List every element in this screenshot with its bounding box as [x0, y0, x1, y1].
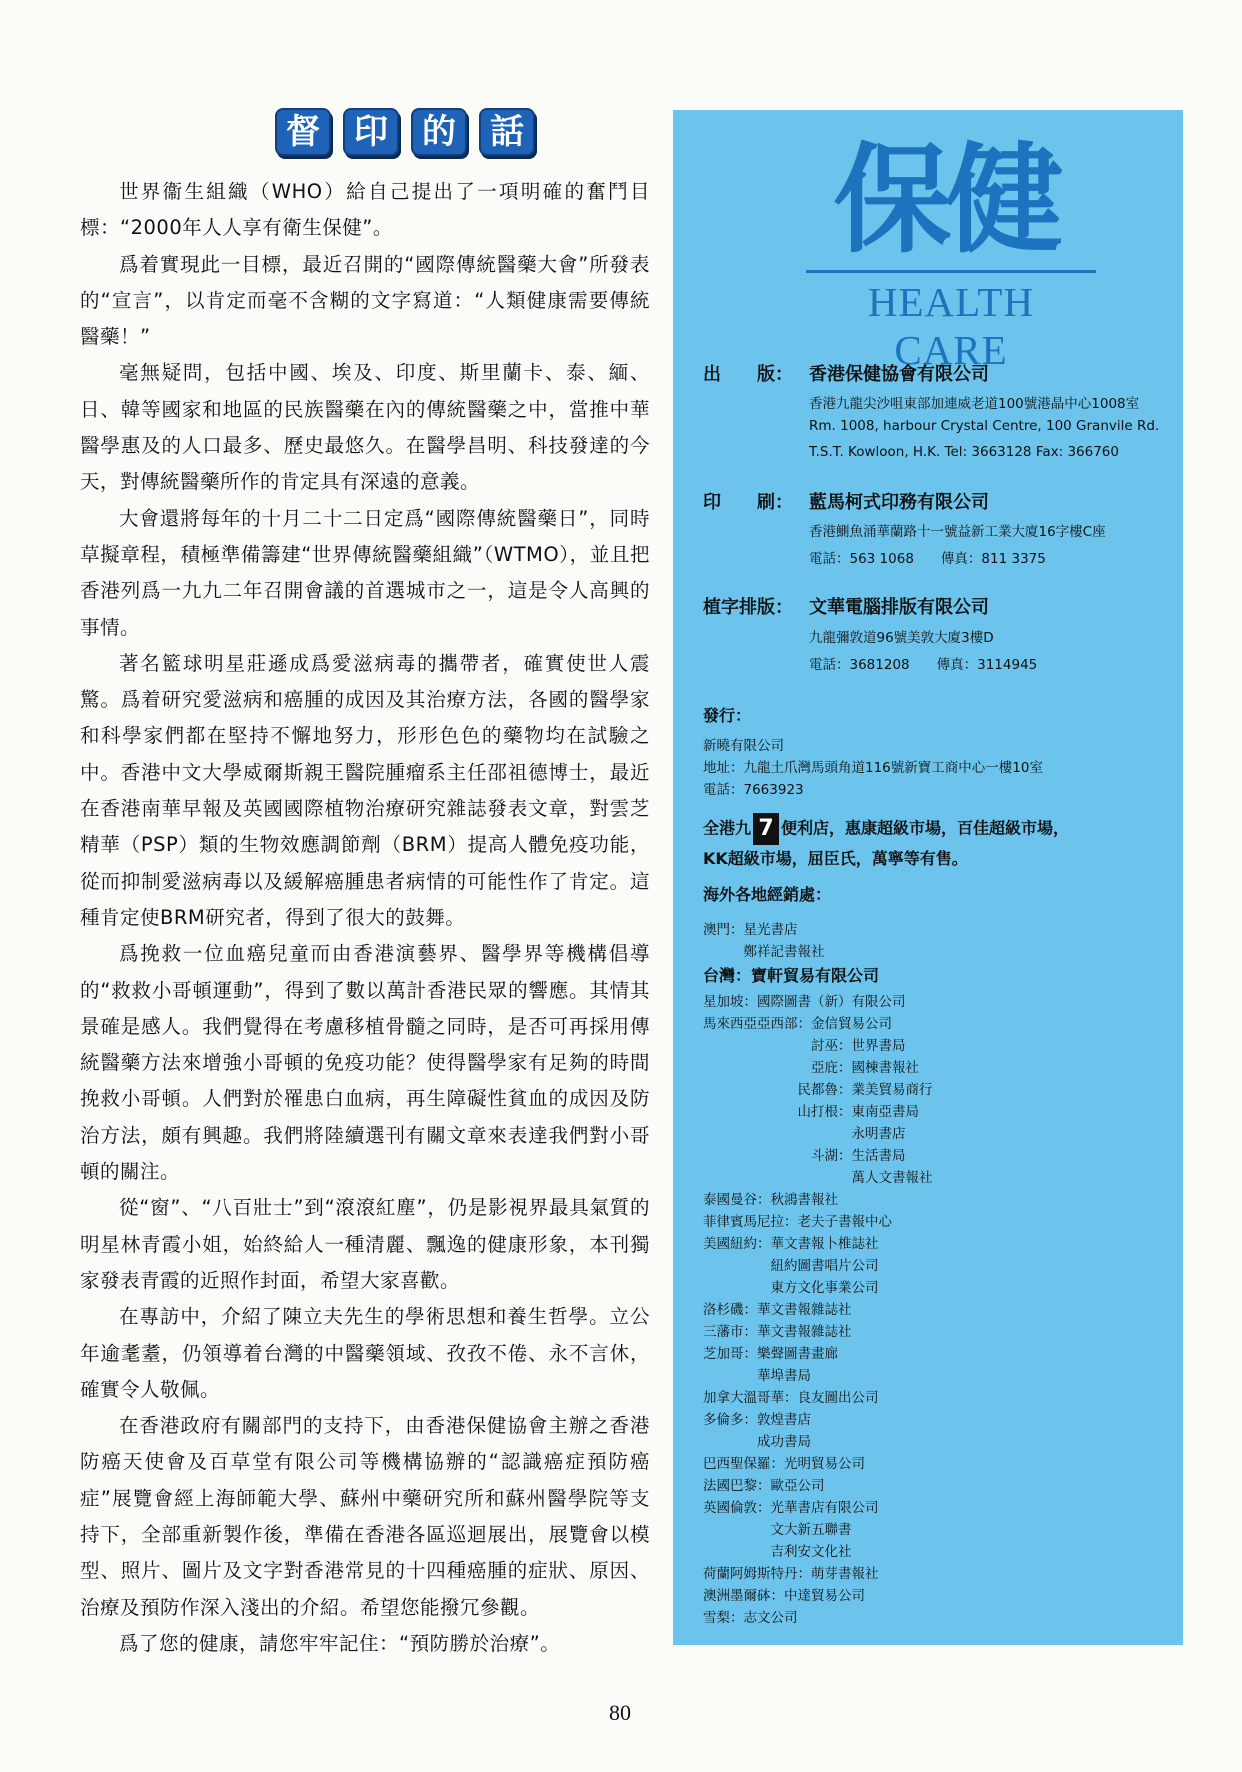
distributor-line: 紐約圖書唱片公司 [703, 1258, 879, 1274]
issue-company: 新曉有限公司 [703, 738, 784, 754]
retail-line2: KK超級市場，屈臣氏，萬寧等有售。 [703, 849, 968, 868]
logo-english: HEALTH CARE [867, 279, 1035, 373]
retail-line [703, 813, 1069, 845]
distributor-line: 芝加哥：樂聲圖書畫廊 [703, 1346, 838, 1362]
typeset-name: 文華電腦排版有限公司 [809, 597, 989, 618]
typeset-label: 植字排版： [703, 597, 793, 618]
logo-chinese: 保健 [833, 131, 1058, 269]
distributor-line: 多倫多：敦煌書店 [703, 1412, 811, 1428]
title-char: 印 [343, 108, 399, 156]
paragraph: 爲着實現此一目標，最近召開的“國際傳統醫藥大會”所發表的“宣言”，以肯定而毫不含糊的文字寫道：“人類健康需要傳統醫藥！” [80, 252, 650, 349]
distributor-line: 三藩市：華文書報雜誌社 [703, 1324, 852, 1340]
distributor-line: 英國倫敦：光華書店有限公司 [703, 1500, 879, 1516]
distributor-line: 馬來西亞亞西部：金信貿易公司 [703, 1016, 892, 1032]
publisher-address-cn: 香港九龍尖沙咀東部加連威老道100號港晶中心1008室 [809, 396, 1140, 412]
issue-address: 地址：九龍土爪灣馬頭角道116號新寶工商中心一樓10室 [703, 760, 1043, 776]
distributor-line: 萬人文書報社 [703, 1170, 933, 1186]
retail-prefix: 全港九 [703, 818, 752, 838]
paragraph: 在香港政府有關部門的支持下，由香港保健協會主辦之香港防癌天使會及百草堂有限公司等機構協辦的“認識癌症預防癌症”展覽會經上海師範大學、蘇州中藥研究所和蘇州醫學院等支持下，全部重新製作後，準備在香港各區巡迴展出，展覽會以模型、照片、圖片及文字對香港常見的十四種癌腫的症狀、原因、治療及預防作深入淺出的介紹。希望您能撥冗參觀。 [80, 1414, 650, 1619]
distributor-line: 澳門：星光書店 [703, 922, 798, 938]
paragraph: 從“窗”、“八百壯士”到“滾滾紅塵”，仍是影視界最具氣質的明星林青霞小姐，始終給人一種清麗、飄逸的健康形象，本刊獨家發表青霞的近照作封面，希望大家喜歡。 [80, 1196, 650, 1292]
distributor-line: 法國巴黎：歐亞公司 [703, 1478, 825, 1494]
publisher-address-en1: Rm. 1008, harbour Crystal Centre, 100 Granvile Rd. [809, 418, 1160, 434]
editorial-column [80, 100, 650, 1662]
title-char: 的 [411, 108, 467, 156]
paragraph: 爲了您的健康，請您牢牢記住：“預防勝於治療”。 [119, 1631, 561, 1655]
paragraph: 爲挽救一位血癌兒童而由香港演藝界、醫學界等機構倡導的“救救小哥頓運動”，得到了數以萬計香港民眾的響應。其情其景確是感人。我們覺得在考慮移植骨髓之同時，是否可再採用傳統醫藥方法來增強小哥頓的免疫功能？使得醫學家有足夠的時間挽救小哥頓。人們對於罹患白血病，再生障礙性貧血的成因及防治方法，頗有興趣。我們將陸續選刊有關文章來表達我們對小哥頓的關注。 [80, 942, 650, 1184]
page-number: 80 [609, 1700, 631, 1725]
distributor-line: 吉利安文化社 [703, 1544, 852, 1560]
distributor-line: 巴西聖保羅：光明貿易公司 [703, 1456, 865, 1472]
distributor-line: 美國紐約：華文書報卜椎誌社 [703, 1236, 879, 1252]
printer-name: 藍馬柯式印務有限公司 [809, 492, 989, 513]
distributor-line: 荷蘭阿姆斯特丹：萌芽書報社 [703, 1566, 879, 1582]
distributor-line: 雪梨：志文公司 [703, 1610, 798, 1626]
distributor-line: 永明書店 [703, 1126, 906, 1142]
typeset-tel: 電話：3681208 傳真：3114945 [809, 657, 1038, 673]
distributor-line: 洛杉磯：華文書報雜誌社 [703, 1302, 852, 1318]
distributor-line: 亞庇：國棟書報社 [703, 1060, 919, 1076]
title-char: 督 [275, 108, 331, 156]
printer-tel: 電話：563 1068 傳真：811 3375 [809, 551, 1046, 567]
distributor-line: 星加坡：國際圖書（新）有限公司 [703, 994, 906, 1010]
distributor-line: 討巫：世界書局 [703, 1038, 906, 1054]
retail-suffix: 便利店，惠康超級市場，百佳超級市場， [781, 818, 1070, 838]
issue-label: 發行： [703, 706, 752, 725]
distributor-line: 泰國曼谷：秋鴻書報社 [703, 1192, 838, 1208]
paragraph: 著名籃球明星莊遜成爲愛滋病毒的攜帶者，確實使世人震驚。爲着研究愛滋病和癌腫的成因及其治療方法，各國的醫學家和科學家們都在堅持不懈地努力，形形色色的藥物均在試驗之中。香港中文大學威爾斯親王醫院腫瘤系主任邵祖德博士，最近在香港南華早報及英國國際植物治療研究雜誌發表文章，對雲芝精華（PSP）類的生物效應調節劑（BRM）提高人體免疫功能，從而抑制愛滋病毒以及緩解癌腫患者病情的可能性作了肯定。這種肯定使BRM研究者，得到了很大的鼓舞。 [80, 651, 650, 929]
issue-tel: 電話：7663923 [703, 782, 804, 798]
distributor-line: 菲律賓馬尼拉：老夫子書報中心 [703, 1214, 892, 1230]
overseas-label: 海外各地經銷處： [703, 885, 832, 904]
editorial-title [160, 108, 650, 156]
typeset-address: 九龍彌敦道96號美敦大廈3樓D [809, 630, 994, 646]
distributor-line: 斗湖：生活書局 [703, 1148, 906, 1164]
paragraph: 世界衞生組織（WHO）給自己提出了一項明確的奮鬥目標：“2000年人人享有衛生保健”。 [80, 180, 650, 240]
paragraph: 在專訪中，介紹了陳立夫先生的學術思想和養生哲學。立公年逾耄耋，仍領導着台灣的中醫藥領域、孜孜不倦、永不言休，確實令人敬佩。 [80, 1305, 650, 1401]
distributor-line: 鄭祥記書報社 [703, 944, 825, 960]
distributor-line: 澳洲墨爾砵：中達貿易公司 [703, 1588, 865, 1604]
printer-address: 香港鰂魚涌華蘭路十一號益新工業大廈16字樓C座 [809, 524, 1106, 540]
distributor-line: 東方文化事業公司 [703, 1280, 879, 1296]
publisher-label: 出 版： [703, 364, 793, 385]
publisher-address-en2: T.S.T. Kowloon, H.K. Tel: 3663128 Fax: 366760 [809, 444, 1119, 460]
distributor-line: 華埠書局 [703, 1368, 811, 1384]
taiwan-distributor: 台灣：寶軒貿易有限公司 [703, 966, 880, 985]
distributor-line: 山打根：東南亞書局 [703, 1104, 919, 1120]
seven-eleven-logo: 7 [753, 813, 779, 845]
publisher-name: 香港保健協會有限公司 [809, 364, 989, 385]
logo-divider [806, 270, 1096, 273]
masthead-panel [673, 110, 1183, 1645]
printer-label: 印 刷： [703, 492, 793, 513]
paragraph: 毫無疑問，包括中國、埃及、印度、斯里蘭卡、泰、緬、日、韓等國家和地區的民族醫藥在內的傳統醫藥之中，當推中華醫學惠及的人口最多、歷史最悠久。在醫學昌明、科技發達的今天，對傳統醫藥所作的肯定具有深遠的意義。 [80, 361, 650, 494]
paragraph: 大會還將每年的十月二十二日定爲“國際傳統醫藥日”，同時草擬章程，積極準備籌建“世界傳統醫藥組織”（WTMO），並且把香港列爲一九九二年召開會議的首選城市之一，這是令人高興的事情。 [80, 506, 650, 639]
distributor-line: 成功書局 [703, 1434, 811, 1450]
distributor-line: 民都魯：業美貿易商行 [703, 1082, 933, 1098]
title-char: 話 [479, 108, 535, 156]
distributor-line: 文大新五聯書 [703, 1522, 852, 1538]
distributor-line: 加拿大溫哥華：良友圖出公司 [703, 1390, 879, 1406]
